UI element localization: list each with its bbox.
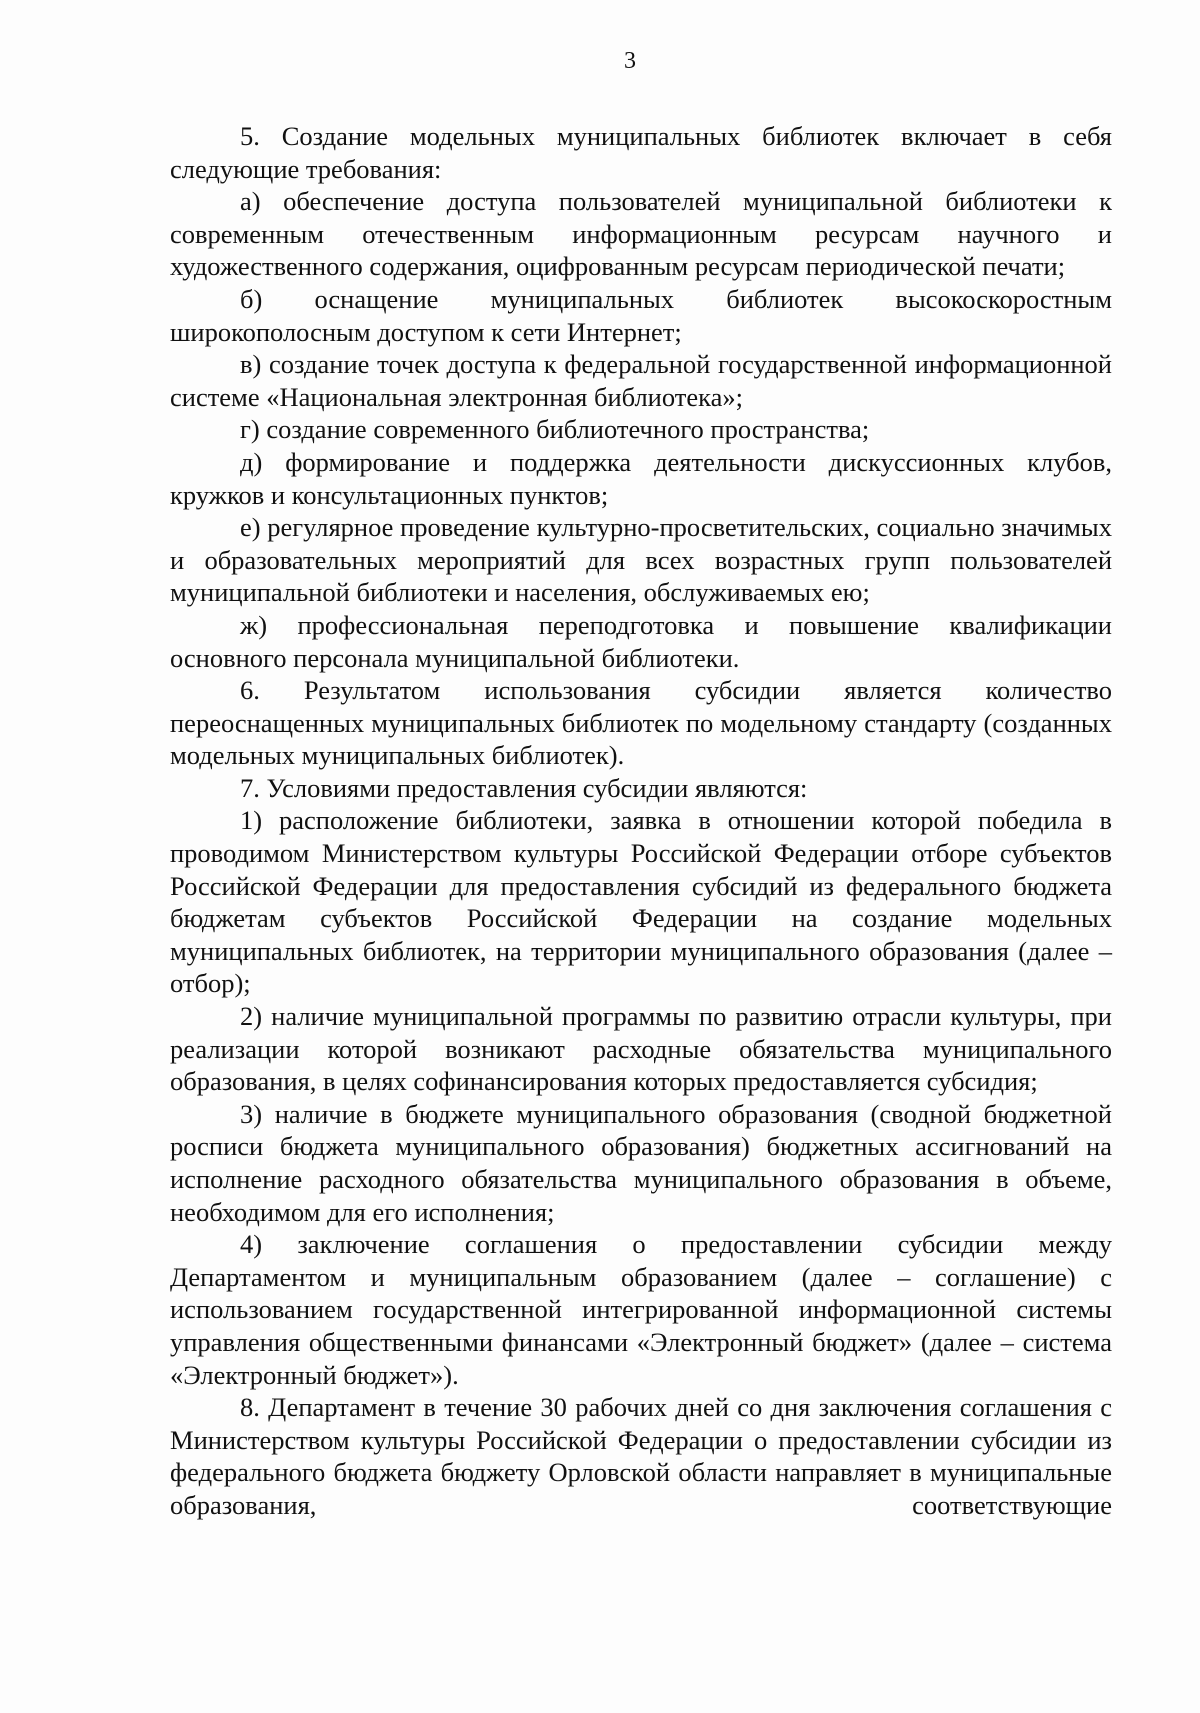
paragraph-5a: а) обеспечение доступа пользователей муниципальной библиотеки к современным отечественным информационным ресурсам научного и художественного содержания, оцифрованным ресурсам периодической печати; — [170, 186, 1112, 282]
paragraph-6: 6. Результатом использования субсидии является количество переоснащенных муниципальных библиотек по модельному стандарту (созданных модельных муниципальных библиотек). — [170, 675, 1112, 771]
paragraph-7-3: 3) наличие в бюджете муниципального образования (сводной бюджетной росписи бюджета муниципального образования) бюджетных ассигнований на исполнение расходного обязательства муниципального образования в объеме, необходимом для его исполнения; — [170, 1098, 1112, 1227]
paragraph-5: 5. Создание модельных муниципальных библиотек включает в себя следующие требования: — [170, 121, 1112, 184]
paragraph-7-1: 1) расположение библиотеки, заявка в отношении которой победила в проводимом Министерством культуры Российской Федерации отборе субъектов Российской Федерации для предоставления субсидий из федерального бюджета бюджетам субъектов Российской Федерации на создание модельных муниципальных библиотек, на территории муниципального образования (далее – отбор); — [170, 805, 1112, 999]
paragraph-5e: е) регулярное проведение культурно-просветительских, социально значимых и образовательных мероприятий для всех возрастных групп пользователей муниципальной библиотеки и населения, обслуживаемых ею; — [170, 512, 1112, 608]
paragraph-7: 7. Условиями предоставления субсидии являются: — [240, 772, 808, 803]
paragraph-5d: д) формирование и поддержка деятельности дискуссионных клубов, кружков и консультационных пунктов; — [170, 446, 1112, 510]
paragraph-7-4: 4) заключение соглашения о предоставлении субсидии между Департаментом и муниципальным образованием (далее – соглашение) с использованием государственной интегрированной информационной системы управления общественными финансами «Электронный бюджет» (далее – система «Электронный бюджет»). — [170, 1229, 1112, 1390]
paragraph-7-2: 2) наличие муниципальной программы по развитию отрасли культуры, при реализации которой возникают расходные обязательства муниципального образования, в целях софинансирования которых предоставляется субсидия; — [170, 1001, 1112, 1097]
paragraph-8: 8. Департамент в течение 30 рабочих дней со дня заключения соглашения с Министерством культуры Российской Федерации о предоставлении субсидии из федерального бюджета бюджету Орловской области направляет в муниципальные образования, соответствующие — [170, 1392, 1112, 1520]
page-number: 3 — [624, 48, 636, 74]
paragraph-5zh: ж) профессиональная переподготовка и повышение квалификации основного персонала муниципальной библиотеки. — [170, 609, 1112, 673]
document-body — [170, 120, 1112, 1522]
paragraph-5g: г) создание современного библиотечного пространства; — [240, 414, 870, 445]
paragraph-5b: б) оснащение муниципальных библиотек высокоскоростным широкополосным доступом к сети Интернет; — [170, 283, 1112, 347]
paragraph-5v: в) создание точек доступа к федеральной государственной информационной системе «Национальная электронная библиотека»; — [170, 349, 1112, 412]
